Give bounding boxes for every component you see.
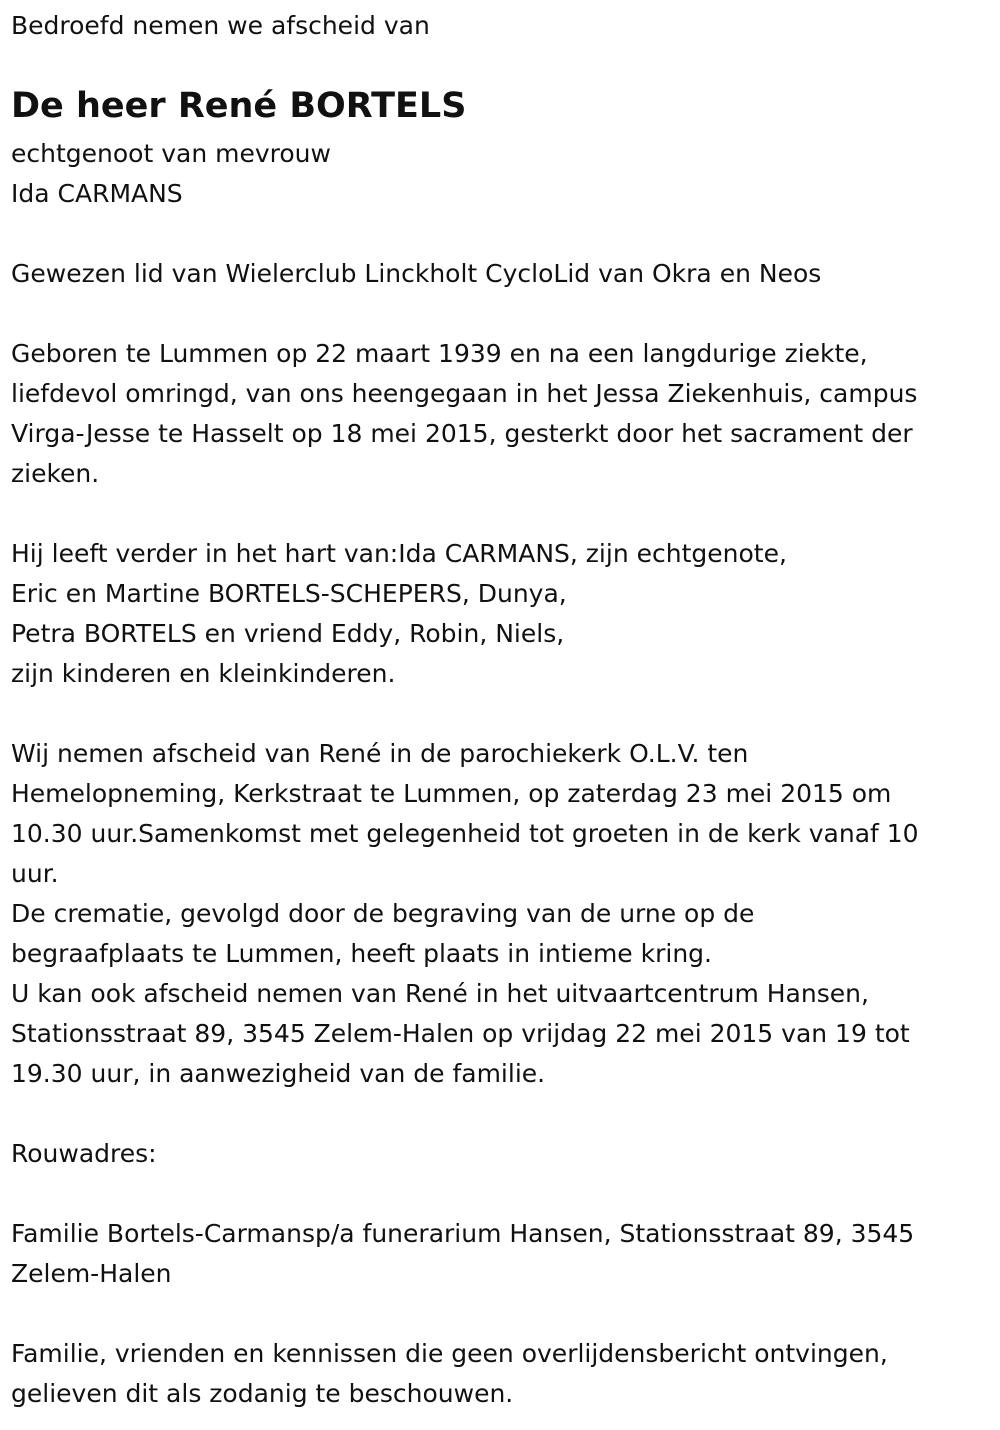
closing-note [11, 1334, 888, 1414]
paragraph-line: Virga-Jesse te Hasselt op 18 mei 2015, gesterkt door het sacrament der [11, 419, 913, 448]
paragraph-line: uur. [11, 859, 59, 888]
paragraph-line: De crematie, gevolgd door de begraving van de urne op de [11, 899, 755, 928]
paragraph-line: Hemelopneming, Kerkstraat te Lummen, op zaterdag 23 mei 2015 om [11, 779, 892, 808]
paragraph-line: liefdevol omringd, van ons heengegaan in het Jessa Ziekenhuis, campus [11, 379, 918, 408]
mourning-address-label-block [11, 1134, 157, 1174]
address-line: Familie Bortels-Carmansp/a funerarium Hansen, Stationsstraat 89, 3545 [11, 1219, 915, 1248]
paragraph-line: zieken. [11, 459, 100, 488]
deceased-name: De heer René BORTELS [11, 86, 467, 126]
birth-death-paragraph [11, 334, 917, 494]
funeral-details-paragraph [11, 734, 919, 1094]
paragraph-line: Wij nemen afscheid van René in de parochiekerk O.L.V. ten [11, 739, 749, 768]
paragraph-line: 10.30 uur.Samenkomst met gelegenheid tot groeten in de kerk vanaf 10 [11, 819, 919, 848]
survivors-paragraph [11, 534, 787, 694]
paragraph-line: Petra BORTELS en vriend Eddy, Robin, Niels, [11, 619, 565, 648]
paragraph-line: zijn kinderen en kleinkinderen. [11, 659, 396, 688]
spouse-line: echtgenoot van mevrouw [11, 139, 331, 168]
paragraph-line: begraafplaats te Lummen, heeft plaats in intieme kring. [11, 939, 713, 968]
spouse-block [11, 134, 331, 214]
membership-text: Gewezen lid van Wielerclub Linckholt CycloLid van Okra en Neos [11, 259, 822, 288]
paragraph-line: Geboren te Lummen op 22 maart 1939 en na een langdurige ziekte, [11, 339, 868, 368]
paragraph-line: Familie, vrienden en kennissen die geen overlijdensbericht ontvingen, [11, 1339, 888, 1368]
paragraph-line: Stationsstraat 89, 3545 Zelem-Halen op vrijdag 22 mei 2015 van 19 tot [11, 1019, 910, 1048]
paragraph-line: 19.30 uur, in aanwezigheid van de familie. [11, 1059, 546, 1088]
membership-block [11, 254, 821, 294]
paragraph-line: Hij leeft verder in het hart van:Ida CARMANS, zijn echtgenote, [11, 539, 787, 568]
address-line: Zelem-Halen [11, 1259, 172, 1288]
mourning-address [11, 1214, 914, 1294]
paragraph-line: Eric en Martine BORTELS-SCHEPERS, Dunya, [11, 579, 567, 608]
mourning-address-label: Rouwadres: [11, 1139, 157, 1168]
spouse-name: Ida CARMANS [11, 179, 183, 208]
paragraph-line: gelieven dit als zodanig te beschouwen. [11, 1379, 514, 1408]
intro-text: Bedroefd nemen we afscheid van [11, 11, 430, 40]
paragraph-line: U kan ook afscheid nemen van René in het uitvaartcentrum Hansen, [11, 979, 869, 1008]
